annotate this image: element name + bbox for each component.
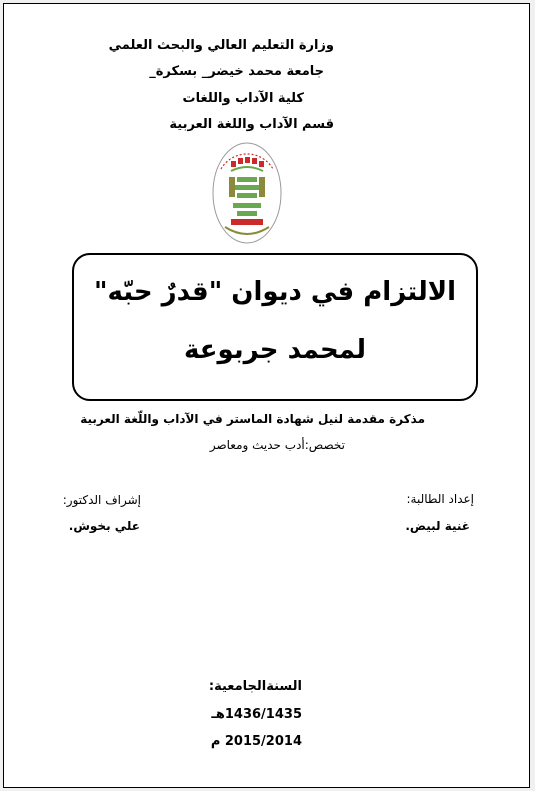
student-name: غنية لبيض. [405,519,470,533]
ministry-name: وزارة التعليم العالي والبحث العلمي [108,38,334,53]
thesis-specialty: تخصص:أدب حديث ومعاصر [209,438,345,452]
prepared-by-label: إعداد الطالبة: [406,492,474,506]
academic-year-gregorian: 2015/2014 م [210,734,302,749]
department-name: قسم الآداب واللغة العربية [169,117,334,132]
thesis-title-line2: لمحمد جربوعة [184,335,366,365]
thesis-title-line1: الالتزام في ديوان "قدرٌ حبّه" [93,277,457,307]
document-page [3,3,530,788]
academic-year-hijri: 1436/1435هـ [211,707,302,722]
university-name: جامعة محمد خيضر_ بسكرة_ [149,64,324,79]
university-logo [211,141,283,245]
thesis-purpose: مذكرة مقدمة لنيل شهادة الماستر في الآداب واللّغة العربية [80,412,425,426]
supervisor-name: علي بخوش. [68,519,140,533]
academic-year-label: السنةالجامعية: [208,679,302,694]
supervisor-label: إشراف الدكتور: [62,493,141,507]
title-box [72,253,478,401]
faculty-name: كلية الآداب واللغات [182,91,304,106]
